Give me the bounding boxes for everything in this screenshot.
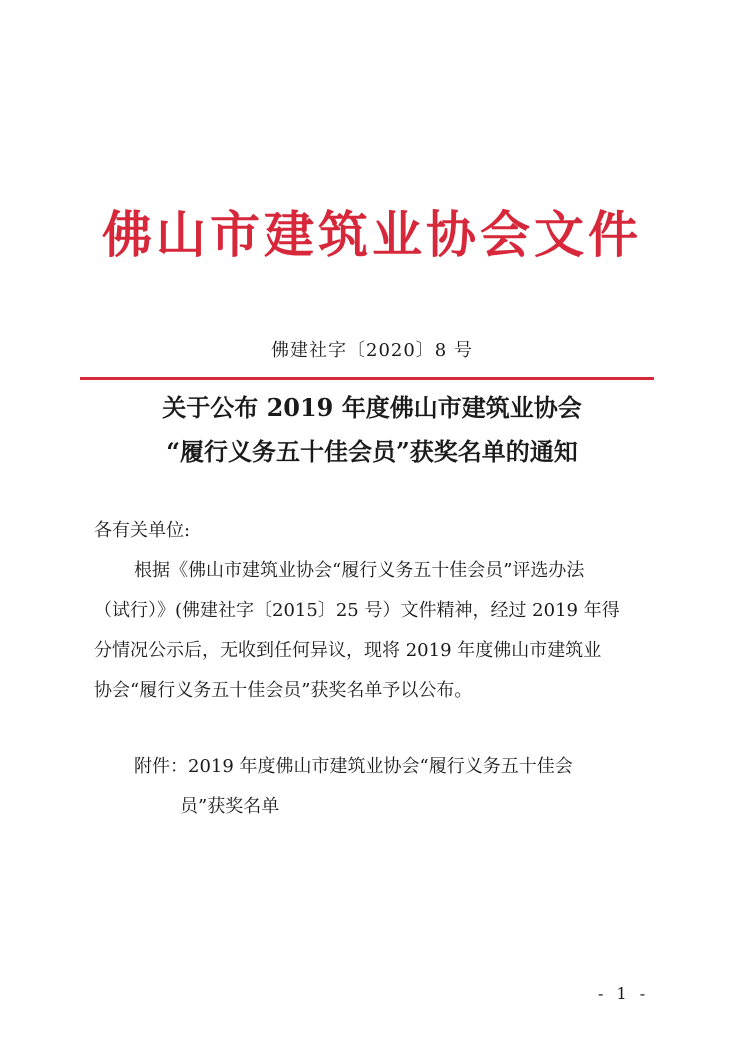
notice-title-line-1: 关于公布 2019 年度佛山市建筑业协会 [162, 393, 582, 422]
notice-title-line-2: “履行义务五十佳会员”获奖名单的通知 [166, 437, 578, 466]
page-number: - 1 - [598, 984, 650, 1003]
attachment-line-1: 附件：2019 年度佛山市建筑业协会“履行义务五十佳会 [134, 756, 573, 777]
attachment-line-2: 员”获奖名单 [180, 796, 280, 817]
body-line: 协会“履行义务五十佳会员”获奖名单予以公布。 [94, 680, 473, 701]
body-line: （试行）》(佛建社字〔2015〕25 号）文件精神，经过 2019 年得 [94, 600, 620, 621]
red-divider-rule [80, 377, 654, 380]
body-line: 根据《佛山市建筑业协会“履行义务五十佳会员”评选办法 [134, 560, 585, 581]
document-number: 佛建社字〔2020〕8 号 [271, 340, 473, 361]
salutation: 各有关单位: [94, 520, 191, 541]
masthead-title: 佛山市建筑业协会文件 [102, 205, 642, 264]
body-line: 分情况公示后，无收到任何异议，现将 2019 年度佛山市建筑业 [94, 640, 602, 661]
